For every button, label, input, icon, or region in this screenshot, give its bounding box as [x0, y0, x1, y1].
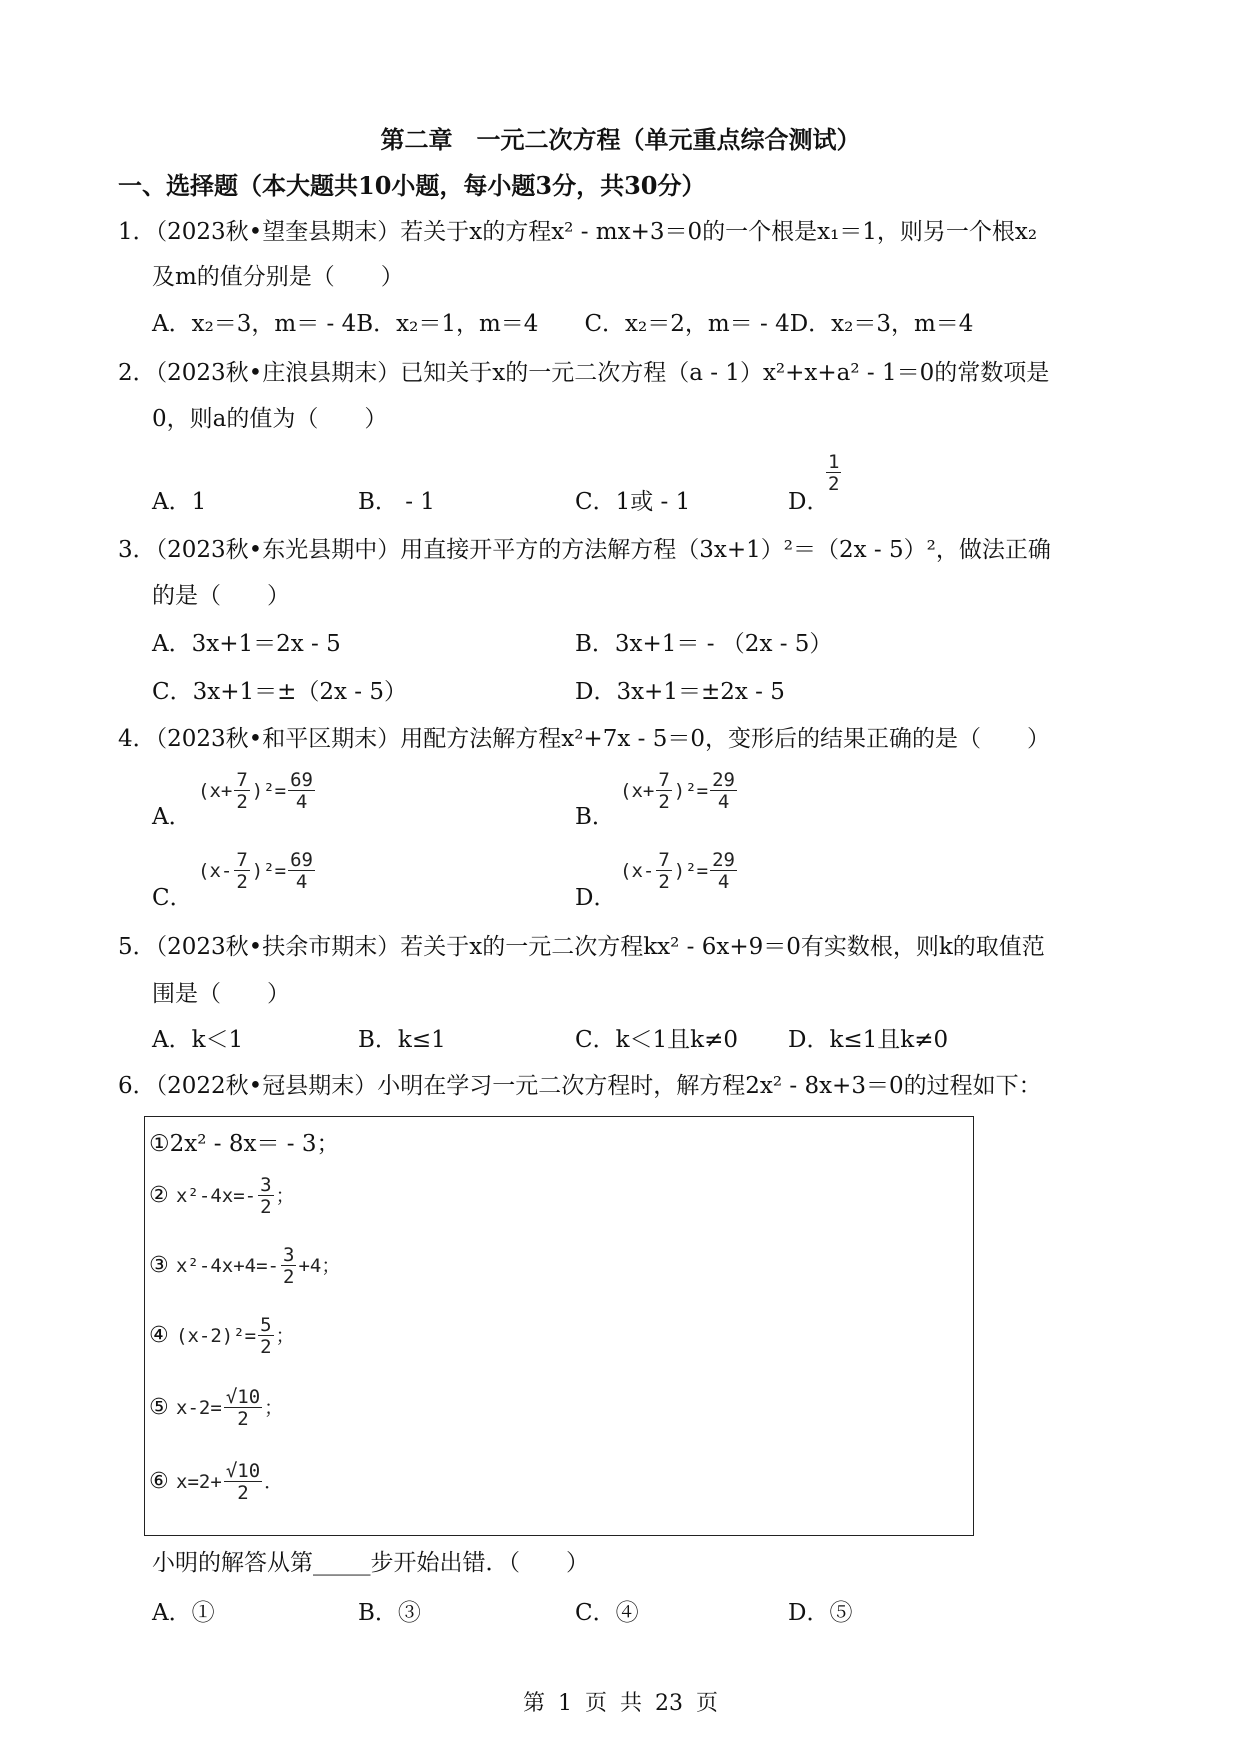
- q1-line1: 1．（2023秋•望奎县期末）若关于x的方程x² - mx+3＝0的一个根是x₁＝1，则另一个根x₂: [118, 219, 1038, 245]
- q6-question: 小明的解答从第_____步开始出错．（ ）: [152, 1550, 589, 1576]
- fraction-numerator: 1: [828, 451, 840, 473]
- q4-option-c-label: C．: [152, 885, 193, 911]
- step-3: ③ x²-4x+4=- $\frac{3}{2}$ +4；: [149, 1244, 341, 1288]
- step-6: ⑥ x=2+ $\frac{√10}{2}$ ．: [149, 1460, 284, 1504]
- q4-line1: 4．（2023秋•和平区期末）用配方法解方程x²+7x - 5＝0，变形后的结果正确的是（ ）: [118, 726, 1050, 752]
- q4-option-b-formula: (x+ $\frac{7}{2}$ )²= $\frac{29}{4}$: [620, 769, 735, 813]
- q3-line2: 的是（ ）: [152, 583, 290, 609]
- q5-option-a: A．k＜1: [152, 1027, 244, 1053]
- q6-option-b: B．③: [358, 1600, 421, 1626]
- q2-line1: 2．（2023秋•庄浪县期末）已知关于x的一元二次方程（a - 1）x²+x+a² - 1＝0的常数项是: [118, 360, 1050, 386]
- step-2: ② x²-4x=- $\frac{3}{2}$ ；: [149, 1174, 295, 1218]
- page-title: 第二章 一元二次方程（单元重点综合测试）: [380, 125, 861, 154]
- q4-option-d-formula: (x- $\frac{7}{2}$ )²= $\frac{29}{4}$: [620, 849, 735, 893]
- q3-option-c: C．3x+1＝±（2x - 5）: [152, 679, 408, 705]
- q6-line1: 6．（2022秋•冠县期末）小明在学习一元二次方程时，解方程2x² - 8x+3＝0的过程如下：: [118, 1073, 1042, 1099]
- q3-option-a: A．3x+1＝2x - 5: [152, 631, 341, 657]
- q5-option-b: B．k≤1: [358, 1027, 446, 1053]
- section-heading: 一、选择题（本大题共10小题，每小题3分，共30分）: [118, 171, 706, 200]
- q5-line1: 5．（2023秋•扶余市期末）若关于x的一元二次方程kx² - 6x+9＝0有实数根，则k的取值范: [118, 934, 1045, 960]
- q4-option-d-label: D．: [575, 885, 617, 911]
- solution-box: [144, 1116, 974, 1536]
- q2-option-c: C．1或 - 1: [575, 489, 691, 515]
- step-5: ⑤ x-2= $\frac{√10}{2}$ ；: [149, 1386, 284, 1430]
- q2-line2: 0，则a的值为（ ）: [152, 406, 388, 432]
- q3-option-b: B．3x+1＝ - （2x - 5）: [575, 631, 833, 657]
- step-2-marker: ②: [149, 1183, 169, 1208]
- q2-option-d-fraction: [824, 452, 843, 495]
- q5-line2: 围是（ ）: [152, 981, 290, 1007]
- q4-option-c-formula: (x- $\frac{7}{2}$ )²= $\frac{69}{4}$: [198, 849, 313, 893]
- q3-option-d: D．3x+1＝±2x - 5: [575, 679, 785, 705]
- step-4: ④ (x-2)²= $\frac{5}{2}$ ；: [149, 1314, 295, 1358]
- q2-option-d-label: D．: [788, 489, 830, 515]
- q6-option-a: A．①: [152, 1600, 215, 1626]
- q3-line1: 3．（2023秋•东光县期中）用直接开平方的方法解方程（3x+1）²＝（2x - 5）²，做法正确: [118, 537, 1051, 563]
- q1-options: A．x₂＝3，m＝ - 4B．x₂＝1，m＝4 C．x₂＝2，m＝ - 4D．x₂＝3，m＝4: [152, 311, 974, 337]
- q4-option-a-label: A．: [152, 804, 192, 830]
- q2-option-b: B． - 1: [358, 489, 435, 515]
- page-footer: 第 1 页 共 23 页: [523, 1691, 718, 1716]
- step-5-marker: ⑤: [149, 1395, 169, 1420]
- step-4-marker: ④: [149, 1323, 169, 1348]
- step-1: ①2x² - 8x＝ - 3；: [149, 1131, 340, 1157]
- fraction-denominator: 2: [828, 473, 840, 495]
- step-6-marker: ⑥: [149, 1469, 169, 1494]
- q4-option-b-label: B．: [575, 804, 615, 830]
- q5-option-d: D．k≤1且k≠0: [788, 1027, 949, 1053]
- q2-option-a: A．1: [152, 489, 207, 515]
- q4-option-a-formula: (x+ $\frac{7}{2}$ )²= $\frac{69}{4}$: [198, 769, 313, 813]
- step-3-marker: ③: [149, 1253, 169, 1278]
- q1-line2: 及m的值分别是（ ）: [152, 264, 404, 290]
- q5-option-c: C．k＜1且k≠0: [575, 1027, 739, 1053]
- q6-option-d: D．⑤: [788, 1600, 853, 1626]
- q6-option-c: C．④: [575, 1600, 639, 1626]
